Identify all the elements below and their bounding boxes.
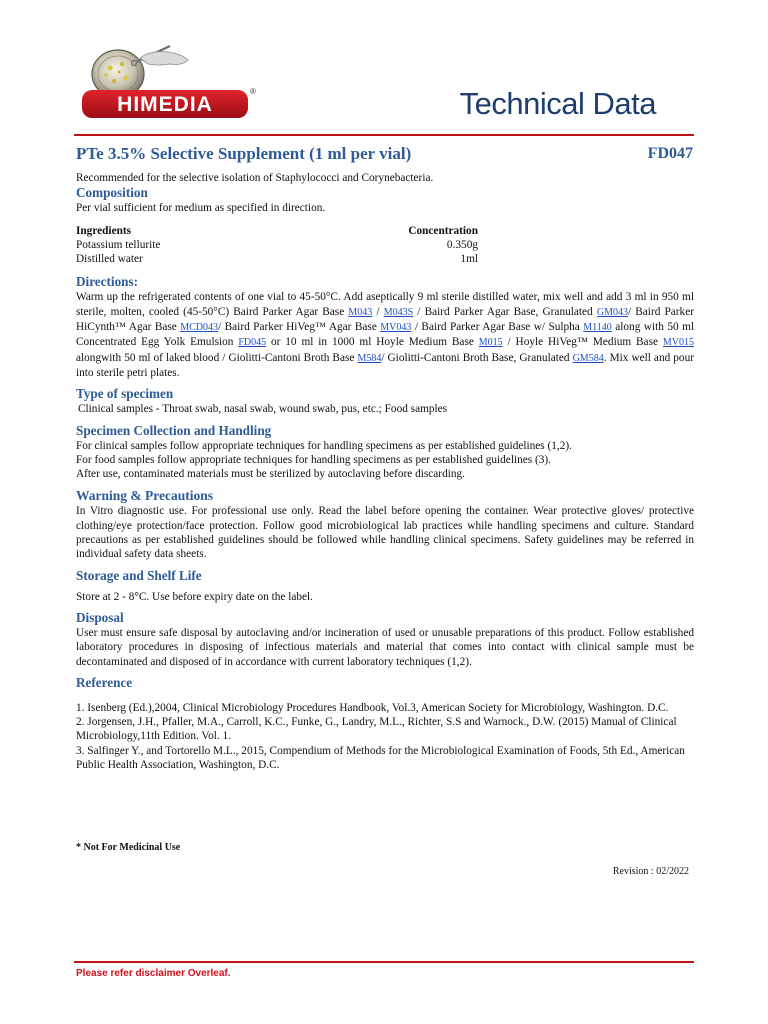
intended-use: Recommended for the selective isolation of Staphylococci and Corynebacteria. <box>76 172 434 184</box>
disposal-heading: Disposal <box>76 609 124 625</box>
not-medicinal-note: * Not For Medicinal Use <box>76 842 181 853</box>
product-link-m043[interactable]: M043 <box>348 306 373 318</box>
product-link-fd045[interactable]: FD045 <box>238 337 267 349</box>
product-title: PTe 3.5% Selective Supplement (1 ml per vial) <box>76 144 412 163</box>
table-row <box>76 252 478 266</box>
document-type-title: Technical Data <box>459 86 656 121</box>
product-code: FD047 <box>647 145 693 162</box>
specimen-collection-line: For food samples follow appropriate techniques for handling specimens as per established guidelines (3). <box>76 453 551 466</box>
specimen-collection-line: After use, contaminated materials must be sterilized by autoclaving before discarding. <box>76 468 465 481</box>
composition-header-row <box>76 224 478 238</box>
ingredient-name: Distilled water <box>76 253 143 266</box>
directions-text: Warm up the refrigerated contents of one vial to 45-50°C. Add aseptically 9 ml sterile distilled water, mix well and add 3 ml in 950 ml sterile, molten, cooled (45-50°C) Baird Parker Agar Base M043 / M043S / Baird Parker Agar Base, Granulated GM043/ Baird Parker HiCynth™ Agar Base MCD043/ Baird Parker HiVeg™ Agar Base MV043 / Baird Parker Agar Base w/ Sulpha M1140 along with 50 ml Concentrated Egg Yolk Emulsion FD045 or 10 ml in 1000 ml Hoyle Medium Base M015 / Hoyle HiVeg™ Medium Base MV015 alongwith 50 ml of laked blood / Giolitti-Cantoni Broth Base M584/ Giolitti-Cantoni Broth Base, Granulated GM584. Mix well and pour into sterile petri plates. <box>76 291 694 379</box>
himedia-logo <box>78 44 258 124</box>
warning-heading: Warning & Precautions <box>76 488 214 504</box>
specimen-type-heading: Type of specimen <box>76 386 174 402</box>
ingredient-name: Potassium tellurite <box>76 238 161 251</box>
product-link-gm043[interactable]: GM043 <box>596 306 628 318</box>
product-link-m1140[interactable]: M1140 <box>583 322 612 334</box>
concentration-column-header: Concentration <box>408 224 478 237</box>
product-link-gm584[interactable]: GM584 <box>572 352 604 364</box>
directions-heading: Directions: <box>76 274 139 290</box>
product-link-mv015[interactable]: MV015 <box>662 337 694 349</box>
product-link-mv043[interactable]: MV043 <box>380 322 412 334</box>
reference-item: 3. Salfinger Y., and Tortorello M.L., 2015, Compendium of Methods for the Microbiological Examination of Foods, 5th Ed., American Public Health Association, Washington, D.C. <box>76 744 685 772</box>
product-link-m043s[interactable]: M043S <box>383 306 414 318</box>
header-divider <box>74 134 694 136</box>
himedia-brand-text: HIMEDIA <box>117 93 213 116</box>
product-link-mcd043[interactable]: MCD043 <box>180 322 219 334</box>
ingredient-concentration: 0.350g <box>446 238 478 251</box>
table-row <box>76 238 478 252</box>
specimen-collection-line: For clinical samples follow appropriate techniques for handling specimens as per established guidelines (1,2). <box>76 439 572 452</box>
reference-heading: Reference <box>76 674 133 690</box>
reference-list <box>76 701 694 772</box>
document-body <box>76 171 694 772</box>
warning-text: In Vitro diagnostic use. For professional use only. Read the label before opening the container. Wear protective gloves/ protective clothing/eye protection/face protection. Follow good microbiological lab practices while handling specimens and culture. Standard precautions as per established guidelines should be followed while handling clinical specimens. Safety guidelines may be referred in individual safety data sheets. <box>76 505 694 561</box>
himedia-logo-graphic <box>78 44 258 124</box>
ingredients-column-header: Ingredients <box>76 224 132 237</box>
storage-heading: Storage and Shelf Life <box>76 567 202 583</box>
product-link-m015[interactable]: M015 <box>478 337 503 349</box>
svg-text:®: ® <box>250 87 256 96</box>
disclaimer-note: Please refer disclaimer Overleaf. <box>76 968 231 979</box>
specimen-collection-heading: Specimen Collection and Handling <box>76 422 272 438</box>
reference-item: 2. Jorgensen, J.H., Pfaller, M.A., Carroll, K.C., Funke, G., Landry, M.L., Richter, S.S and Warnock., D.W. (2015) Manual of Clinical Microbiology,11th Edition. Vol. 1. <box>76 716 677 743</box>
reference-item: 1. Isenberg (Ed.),2004, Clinical Microbiology Procedures Handbook, Vol.3, American Society for Microbiology, Washington. D.C. <box>76 701 669 714</box>
footer-divider <box>74 961 694 963</box>
revision-label: Revision : 02/2022 <box>612 866 689 877</box>
product-link-m584[interactable]: M584 <box>357 352 382 364</box>
composition-heading: Composition <box>76 185 148 201</box>
storage-text: Store at 2 - 8°C. Use before expiry date on the label. <box>76 590 313 603</box>
composition-note: Per vial sufficient for medium as specified in direction. <box>76 202 326 215</box>
specimen-type-text: Clinical samples - Throat swab, nasal swab, wound swab, pus, etc.; Food samples <box>78 403 448 416</box>
composition-table <box>76 224 478 267</box>
ingredient-concentration: 1ml <box>460 253 478 266</box>
disposal-text: User must ensure safe disposal by autoclaving and/or incineration of used or unusable preparations of this product. Follow established laboratory procedures in disposing of infectious materials and material that comes into contact with clinical sample must be decontaminated and disposed of in accordance with current laboratory techniques (1,2). <box>76 626 694 668</box>
